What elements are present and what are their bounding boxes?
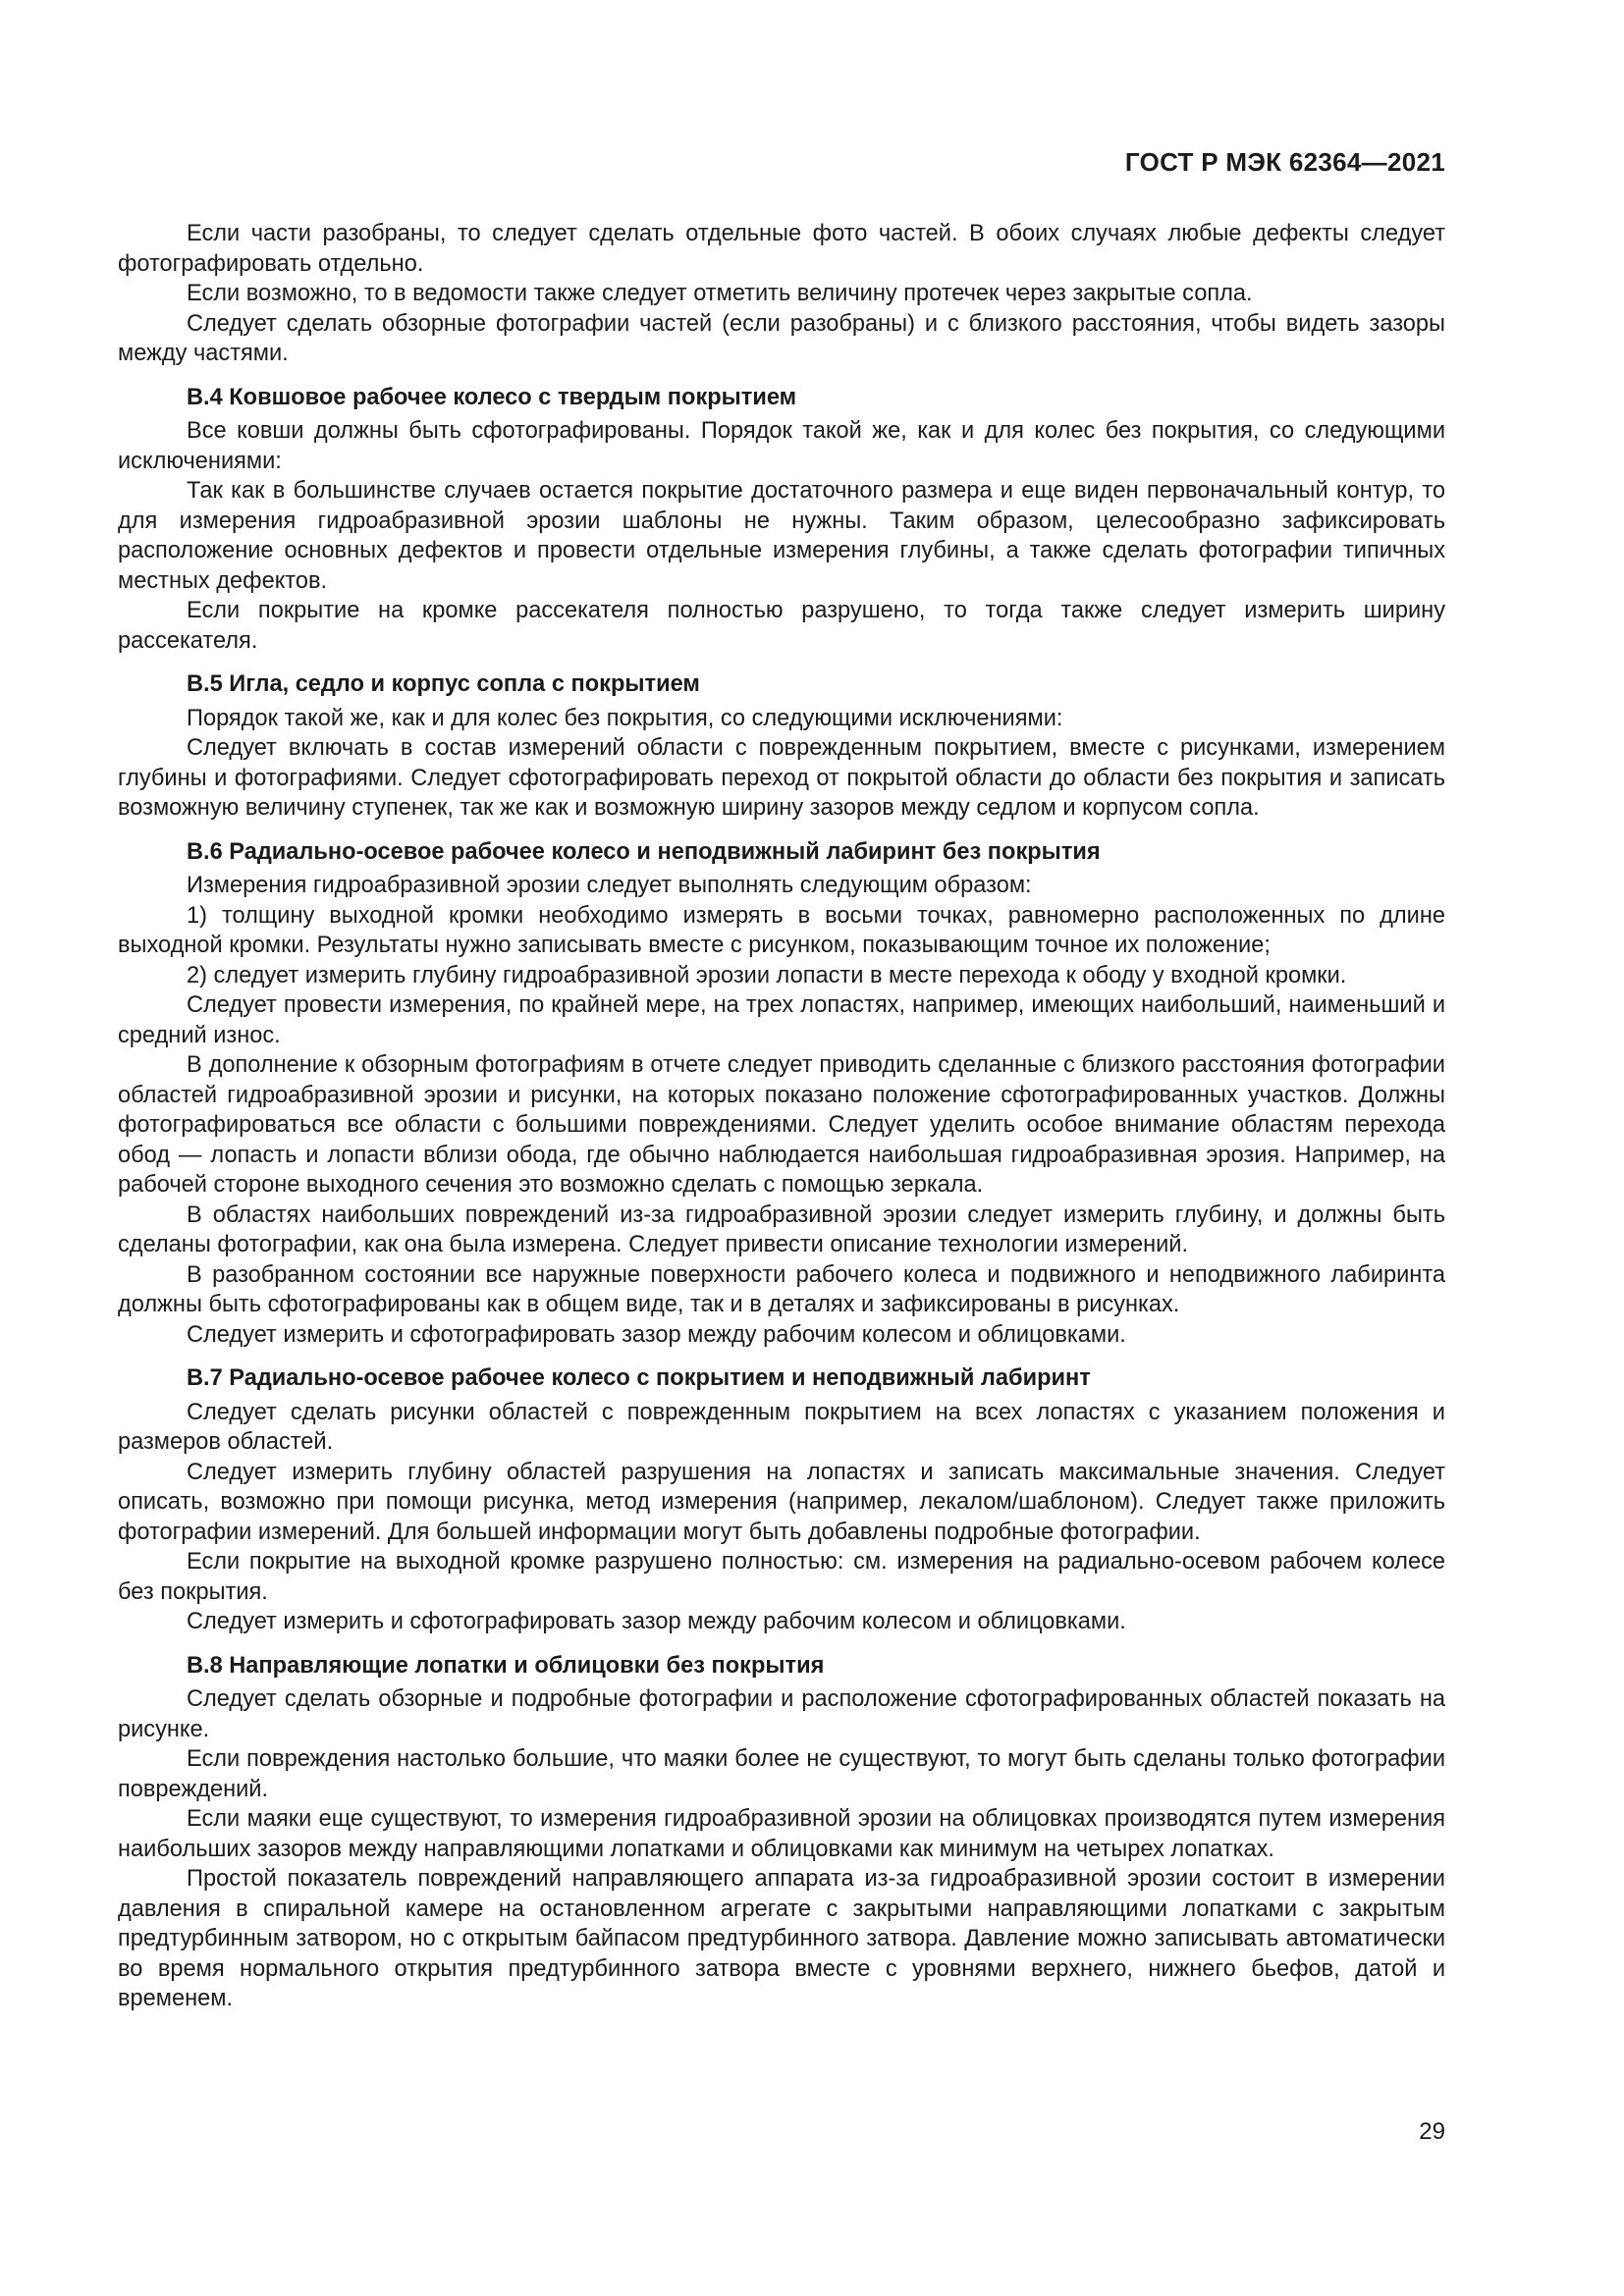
body-paragraph: Следует сделать обзорные фотографии частей (если разобраны) и с близкого расстояния, чтобы видеть зазоры между частями. [118,310,1445,366]
section-heading-b8: В.8 Направляющие лопатки и облицовки без покрытия [187,1652,825,1679]
body-paragraph: Все ковши должны быть сфотографированы. Порядок такой же, как и для колес без покрытия, со следующими исключениями: [118,418,1445,474]
body-paragraph: Следует измерить и сфотографировать зазор между рабочим колесом и облицовками. [187,1609,1126,1634]
page-number: 29 [1419,2118,1445,2145]
body-paragraph: Если части разобраны, то следует сделать отдельные фото частей. В обоих случаях любые дефекты следует фотографировать отдельно. [118,221,1445,277]
body-paragraph: Так как в большинстве случаев остается покрытие достаточного размера и еще виден первоначальный контур, то для измерения гидроабразивной эрозии шаблоны не нужны. Таким образом, целесообразно зафиксировать расположение основных дефектов и провести отдельные измерения глубины, а также сделать фотографии типичных местных дефектов. [118,478,1445,594]
body-paragraph: Простой показатель повреждений направляющего аппарата из-за гидроабразивной эрозии состоит в измерении давления в спиральной камере на остановленном агрегате с закрытыми направляющими лопатками с закрытым предтурбинным затвором, но с открытым байпасом предтурбинного затвора. Давление можно записывать автоматически во время нормального открытия предтурбинного затвора вместе с уровнями верхнего, нижнего бьефов, датой и временем. [118,1866,1445,2011]
body-paragraph: Если покрытие на выходной кромке разрушено полностью: см. измерения на радиально-осевом рабочем колесе без покрытия. [118,1549,1445,1605]
body-paragraph: Следует измерить и сфотографировать зазор между рабочим колесом и облицовками. [187,1321,1126,1348]
body-paragraph: Следует провести измерения, по крайней мере, на трех лопастях, например, имеющих наибольший, наименьший и средний износ. [118,992,1445,1048]
body-paragraph: Следует включать в состав измерений области с поврежденным покрытием, вместе с рисунками, измерением глубины и фотографиями. Следует сфотографировать переход от покрытой области до области без покрытия и записать возможную величину ступенек, так же как и возможную ширину зазоров между седлом и корпусом сопла. [118,735,1445,821]
section-heading-b6: В.6 Радиально-осевое рабочее колесо и неподвижный лабиринт без покрытия [187,838,1101,865]
body-paragraph: Если маяки еще существуют, то измерения гидроабразивной эрозии на облицовках производятся путем измерения наибольших зазоров между направляющими лопатками и облицовками как минимум на четырех лопатках. [118,1806,1445,1862]
body-paragraph: Следует сделать рисунки областей с поврежденным покрытием на всех лопастях с указанием положения и размеров областей. [118,1399,1445,1455]
document-page [118,147,1445,2014]
body-paragraph: В разобранном состоянии все наружные поверхности рабочего колеса и подвижного и неподвижного лабиринта должны быть сфотографированы как в общем виде, так и в деталях и зафиксированы в рисунках. [118,1261,1445,1317]
body-paragraph: Если возможно, то в ведомости также следует отметить величину протечек через закрытые сопла. [187,281,1253,306]
body-paragraph: В дополнение к обзорным фотографиям в отчете следует приводить сделанные с близкого расстояния фотографии областей гидроабразивной эрозии и рисунки, на которых показано положение сфотографированных участков. Должны фотографироваться все области с большими повреждениями. Следует уделить особое внимание областям перехода обод — лопасть и лопасти вблизи обода, где обычно наблюдается наибольшая гидроабразивная эрозия. Например, на рабочей стороне выходного сечения это возможно сделать с помощью зеркала. [118,1052,1445,1198]
body-paragraph: Порядок такой же, как и для колес без покрытия, со следующими исключениями: [187,705,1063,731]
standard-designation: ГОСТ Р МЭК 62364—2021 [1124,147,1445,177]
document-body [118,219,1445,2014]
body-paragraph: Измерения гидроабразивной эрозии следует выполнять следующим образом: [187,873,1032,898]
section-heading-b4: В.4 Ковшовое рабочее колесо с твердым покрытием [187,384,797,410]
body-paragraph: Следует сделать обзорные и подробные фотографии и расположение сфотографированных областей показать на рисунке. [118,1686,1445,1742]
body-paragraph: В областях наибольших повреждений из-за гидроабразивной эрозии следует измерить глубину, и должны быть сделаны фотографии, как она была измерена. Следует привести описание технологии измерений. [118,1201,1445,1257]
section-heading-b5: В.5 Игла, седло и корпус сопла с покрытием [187,671,700,697]
list-item: 1) толщину выходной кромки необходимо измерять в восьми точках, равномерно расположенных по длине выходной кромки. Результаты нужно записывать вместе с рисунком, показывающим точное их положение; [118,902,1445,958]
body-paragraph: Если покрытие на кромке рассекателя полностью разрушено, то тогда также следует измерить ширину рассекателя. [118,598,1445,654]
section-heading-b7: В.7 Радиально-осевое рабочее колесо с покрытием и неподвижный лабиринт [187,1365,1091,1391]
body-paragraph: Если повреждения настолько большие, что маяки более не существуют, то могут быть сделаны только фотографии повреждений. [118,1746,1445,1802]
body-paragraph: Следует измерить глубину областей разрушения на лопастях и записать максимальные значения. Следует описать, возможно при помощи рисунка, метод измерения (например, лекалом/шаблоном). Следует также приложить фотографии измерений. Для большей информации могут быть добавлены подробные фотографии. [118,1459,1445,1545]
list-item: 2) следует измерить глубину гидроабразивной эрозии лопасти в месте перехода к ободу у входной кромки. [187,962,1347,988]
